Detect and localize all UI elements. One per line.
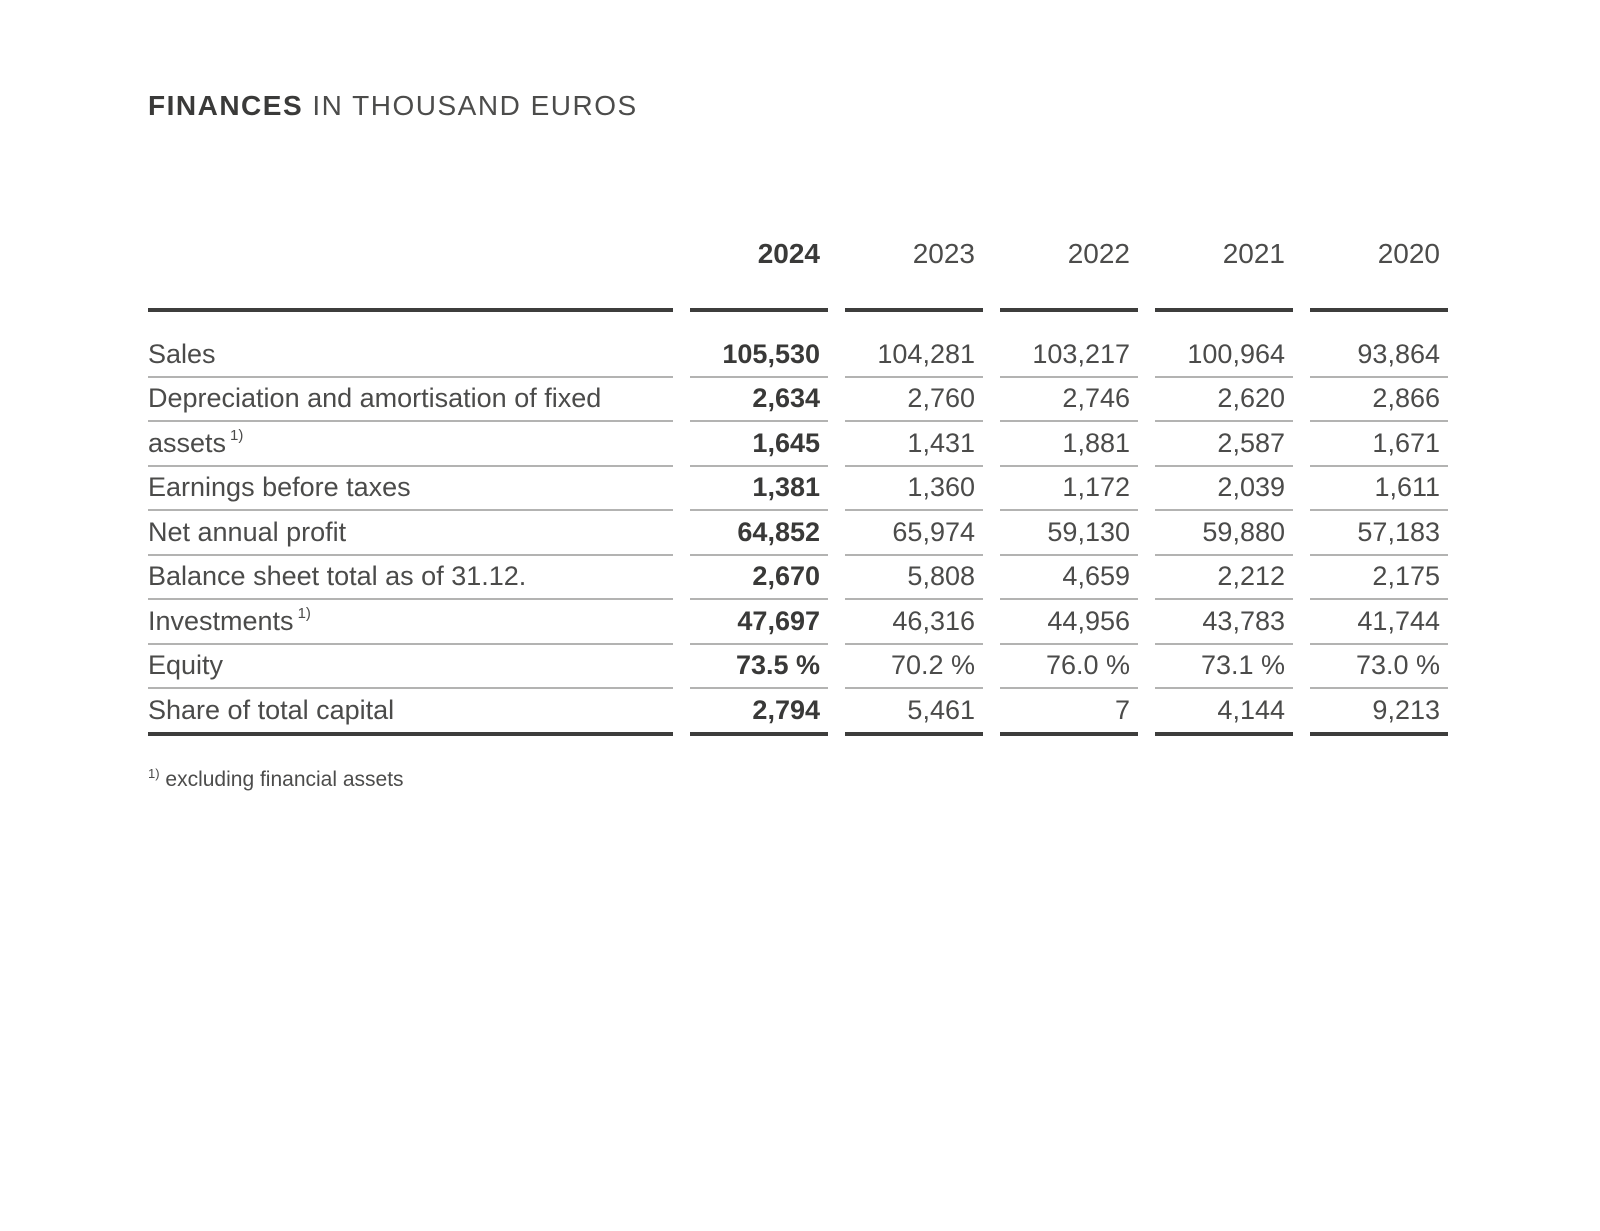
year-header-2023: 2023 — [845, 240, 983, 312]
value-cell: 2,670 — [690, 556, 828, 601]
row-label: Share of total capital — [148, 689, 673, 736]
footnote-marker: 1) — [230, 427, 244, 444]
value-cell: 4,659 — [1000, 556, 1138, 601]
title-bold-text: FINANCES — [148, 90, 304, 121]
value-cell: 5,808 — [845, 556, 983, 601]
value-cell: 46,316 — [845, 600, 983, 645]
value-cell: 2,760 — [845, 378, 983, 423]
value-cell: 4,144 — [1155, 689, 1293, 736]
value-cell: 1,611 — [1310, 467, 1448, 512]
value-cell: 2,866 — [1310, 378, 1448, 423]
title-regular-text: IN THOUSAND EUROS — [303, 90, 638, 121]
value-cell: 2,794 — [690, 689, 828, 736]
value-cell: 2,634 — [690, 378, 828, 423]
value-cell: 103,217 — [1000, 333, 1138, 378]
value-cell: 64,852 — [690, 511, 828, 556]
value-cell: 2,746 — [1000, 378, 1138, 423]
footnote-text: excluding financial assets — [159, 767, 404, 791]
page-title — [148, 92, 1600, 120]
year-header-2020: 2020 — [1310, 240, 1448, 312]
value-cell: 41,744 — [1310, 600, 1448, 645]
row-label: Balance sheet total as of 31.12. — [148, 556, 673, 601]
value-cell: 9,213 — [1310, 689, 1448, 736]
value-cell: 2,212 — [1155, 556, 1293, 601]
value-cell: 1,671 — [1310, 422, 1448, 467]
value-cell: 1,645 — [690, 422, 828, 467]
value-cell: 1,360 — [845, 467, 983, 512]
value-cell: 1,172 — [1000, 467, 1138, 512]
year-header-2022: 2022 — [1000, 240, 1138, 312]
header-gap — [148, 312, 1448, 333]
value-cell: 44,956 — [1000, 600, 1138, 645]
value-cell: 43,783 — [1155, 600, 1293, 645]
row-label: Equity — [148, 645, 673, 690]
value-cell: 2,039 — [1155, 467, 1293, 512]
value-cell: 47,697 — [690, 600, 828, 645]
row-label: assets $^{1)}$ — [148, 422, 673, 467]
value-cell: 104,281 — [845, 333, 983, 378]
row-label: Investments $^{1)}$ — [148, 600, 673, 645]
finances-table — [148, 240, 1448, 736]
footnote — [148, 765, 1600, 792]
footnote-marker: 1) — [148, 765, 160, 781]
value-cell: 1,381 — [690, 467, 828, 512]
value-cell: 65,974 — [845, 511, 983, 556]
value-cell: 73.5 % — [690, 645, 828, 690]
value-cell: 59,130 — [1000, 511, 1138, 556]
value-cell: 73.1 % — [1155, 645, 1293, 690]
value-cell: 73.0 % — [1310, 645, 1448, 690]
row-label: Net annual profit — [148, 511, 673, 556]
value-cell: 59,880 — [1155, 511, 1293, 556]
value-cell: 76.0 % — [1000, 645, 1138, 690]
year-header-empty — [148, 240, 673, 312]
value-cell: 93,864 — [1310, 333, 1448, 378]
row-label: Depreciation and amortisation of fixed — [148, 378, 673, 423]
row-label: Earnings before taxes — [148, 467, 673, 512]
value-cell: 105,530 — [690, 333, 828, 378]
year-header-2021: 2021 — [1155, 240, 1293, 312]
value-cell: 2,620 — [1155, 378, 1293, 423]
value-cell: 1,881 — [1000, 422, 1138, 467]
footnote-marker: 1) — [297, 605, 311, 622]
value-cell: 70.2 % — [845, 645, 983, 690]
value-cell: 57,183 — [1310, 511, 1448, 556]
row-label: Sales — [148, 333, 673, 378]
value-cell: 5,461 — [845, 689, 983, 736]
year-header-2024: 2024 — [690, 240, 828, 312]
value-cell: 2,175 — [1310, 556, 1448, 601]
value-cell: 100,964 — [1155, 333, 1293, 378]
value-cell: 7 — [1000, 689, 1138, 736]
value-cell: 1,431 — [845, 422, 983, 467]
value-cell: 2,587 — [1155, 422, 1293, 467]
